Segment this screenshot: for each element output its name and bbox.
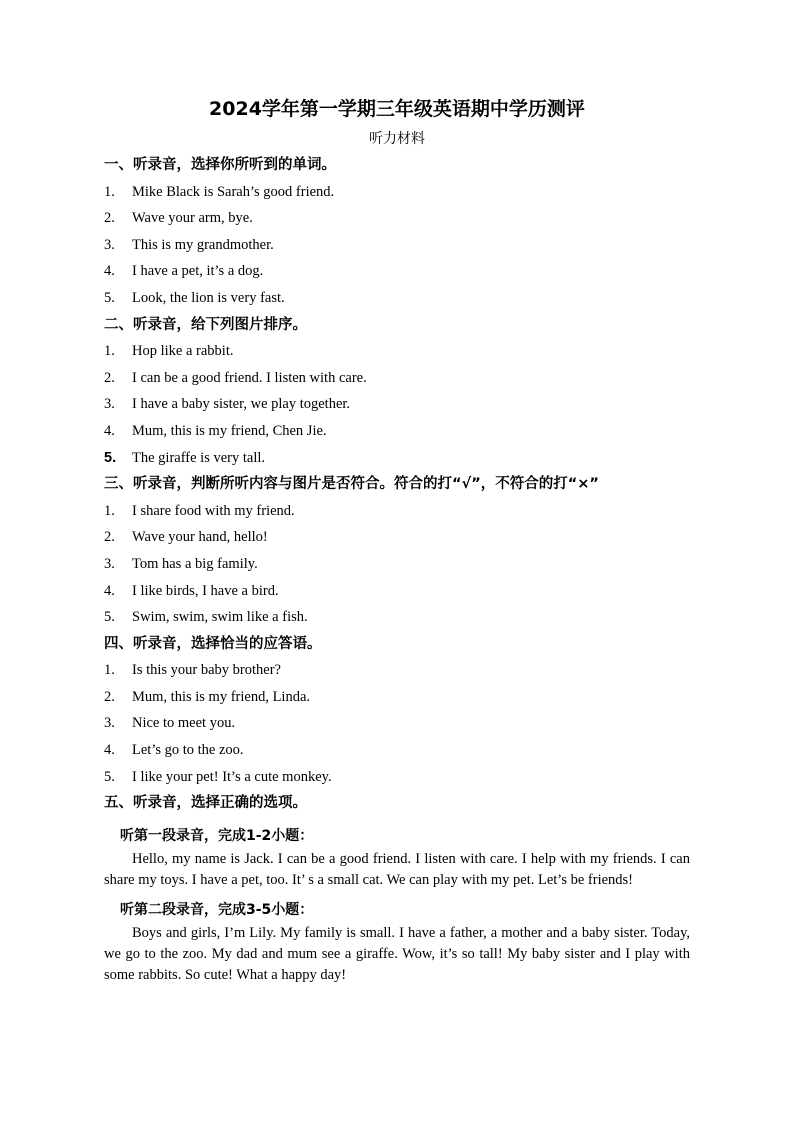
section-1-item: [104, 285, 690, 312]
item-text: Let’s go to the zoo.: [132, 742, 244, 759]
item-text: Wave your hand, hello!: [132, 529, 268, 546]
item-number: 1.: [104, 343, 115, 360]
item-number: 5.: [104, 768, 115, 785]
item-text: I share food with my friend.: [132, 502, 295, 519]
section-2-item: [104, 391, 690, 418]
item-number: 3.: [104, 236, 115, 253]
item-text: Mum, this is my friend, Linda.: [132, 688, 311, 705]
item-text: I like your pet! It’s a cute monkey.: [132, 768, 332, 785]
section-2-item: [104, 338, 690, 365]
item-number: 4.: [104, 422, 115, 439]
item-number: 3.: [104, 396, 115, 413]
item-number: 5.: [104, 289, 115, 306]
section-1-item: [104, 258, 690, 285]
document-body: [104, 152, 690, 986]
section-5-heading: 五、听录音，选择正确的选项。: [104, 795, 307, 812]
section-3-heading: 三、听录音，判断所听内容与图片是否符合。符合的打“√”，不符合的打“×”: [104, 476, 599, 493]
passage-1-label: 听第一段录音，完成1-2小题：: [120, 827, 314, 844]
passage-2-label: 听第二段录音，完成3-5小题：: [120, 901, 314, 918]
item-text: I like birds, I have a bird.: [132, 582, 279, 599]
section-3-item: [104, 524, 690, 551]
item-number: 2.: [104, 369, 115, 386]
item-text: Hop like a rabbit.: [132, 343, 234, 360]
item-text: Nice to meet you.: [132, 715, 236, 732]
passage-2-text: Boys and girls, I’m Lily. My family is small. I have a father, a mother and a baby sister. Today, we go to the zoo. My dad and mum see a giraffe. Wow, it’s so tall! My baby sister and I play with some rabbits. So cute! What a happy day!: [104, 924, 690, 983]
item-number: 2.: [104, 529, 115, 546]
section-2-item: [104, 418, 690, 445]
section-1-item: [104, 232, 690, 259]
section-4-heading: 四、听录音，选择恰当的应答语。: [104, 635, 322, 652]
document-subtitle: 听力材料: [369, 131, 425, 147]
item-text: I have a pet, it’s a dog.: [132, 263, 264, 280]
section-2-heading: 二、听录音，给下列图片排序。: [104, 316, 307, 333]
document-title: 2024学年第一学期三年级英语期中学历测评: [209, 98, 585, 120]
item-text: Look, the lion is very fast.: [132, 289, 285, 306]
item-text: Swim, swim, swim like a fish.: [132, 609, 308, 626]
section-3-item: [104, 604, 690, 631]
section-4-item: [104, 657, 690, 684]
item-number: 5.: [104, 609, 115, 626]
section-1-item: [104, 205, 690, 232]
section-2-item: [104, 445, 690, 472]
item-number: 4.: [104, 742, 115, 759]
section-1-heading: 一、听录音，选择你所听到的单词。: [104, 157, 336, 173]
item-number: 2.: [104, 210, 115, 227]
item-number: 4.: [104, 582, 115, 599]
item-number: 3.: [104, 715, 115, 732]
section-3-item: [104, 498, 690, 525]
section-1-item: [104, 179, 690, 206]
item-text: Wave your arm, bye.: [132, 210, 253, 227]
item-text: I can be a good friend. I listen with care.: [132, 369, 367, 386]
item-number: 1.: [104, 502, 115, 519]
section-4-item: [104, 684, 690, 711]
item-number: 3.: [104, 555, 115, 572]
section-4-item: [104, 710, 690, 737]
section-4-item: [104, 764, 690, 791]
item-text: Mum, this is my friend, Chen Jie.: [132, 422, 327, 439]
item-text: I have a baby sister, we play together.: [132, 396, 351, 413]
passage-1-text: Hello, my name is Jack. I can be a good friend. I listen with care. I help with my friends. I can share my toys. I have a pet, too. It’ s a small cat. We can play with my pet. Let’s be friends!: [104, 850, 690, 888]
section-4-item: [104, 737, 690, 764]
item-number: 2.: [104, 688, 115, 705]
section-2-item: [104, 365, 690, 392]
item-number: 1.: [104, 662, 115, 679]
item-number: 1.: [104, 183, 115, 200]
section-3-item: [104, 578, 690, 605]
item-text: Tom has a big family.: [132, 555, 258, 572]
item-text: The giraffe is very tall.: [132, 449, 265, 466]
item-text: Mike Black is Sarah’s good friend.: [132, 183, 335, 200]
item-text: This is my grandmother.: [132, 236, 274, 253]
item-text: Is this your baby brother?: [132, 662, 281, 679]
item-number: 4.: [104, 263, 115, 280]
section-3-item: [104, 551, 690, 578]
item-number: 5.: [104, 449, 117, 466]
